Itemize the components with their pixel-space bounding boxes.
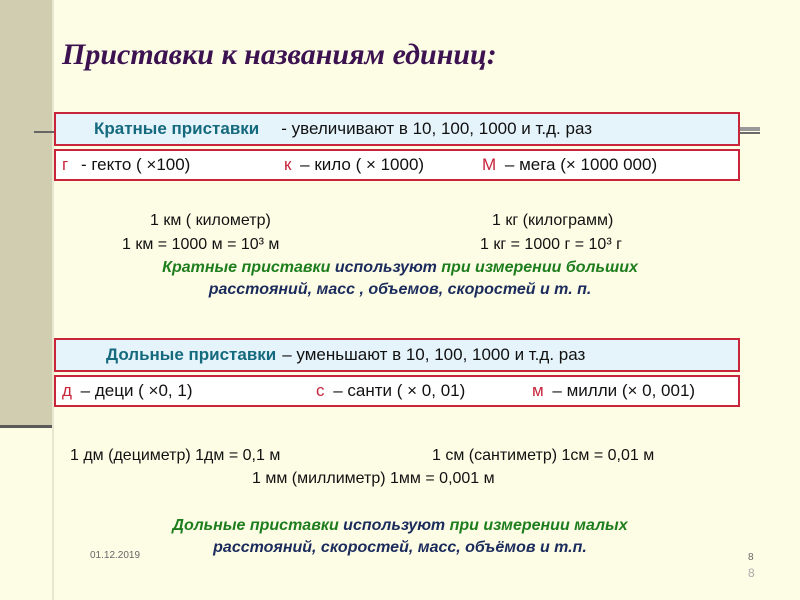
decorative-rule-right [740,127,760,131]
usage-continuation: расстояний, масс , объемов, скоростей и т. п. [208,281,592,298]
slide-number-ghost: 8 [748,566,755,580]
example-kg-name: 1 кг (килограмм) [492,212,614,229]
usage-term: Кратные приставки [162,259,331,276]
prefix-item-milli [532,381,695,401]
prefix-text: – деци ( ×0, 1) [80,381,193,400]
example-mm: 1 мм (миллиметр) 1мм = 0,001 м [252,470,495,487]
prefix-symbol: д [62,381,72,400]
prefix-item-centi [316,381,465,401]
footer-date: 01.12.2019 [90,550,141,561]
prefix-text: – кило ( × 1000) [300,155,425,174]
example-km-equation: 1 км = 1000 м = 10³ м [122,236,280,253]
example-kg-equation: 1 кг = 1000 г = 10³ г [480,236,622,253]
prefix-symbol: м [532,381,544,400]
usage-context: при измерении больших [441,259,638,276]
submultiple-prefixes-label: Дольные приставки [106,345,277,364]
prefix-text: – санти ( × 0, 01) [333,381,466,400]
sidebar-rule [0,425,52,428]
slide-title: Приставки к названиям единиц: [62,38,497,71]
prefix-item-mega [482,155,657,175]
prefix-text: – мега (× 1000 000) [504,155,658,174]
multiple-prefixes-label: Кратные приставки [94,119,260,138]
prefix-text: – милли (× 0, 001) [552,381,696,400]
prefix-item-deci [62,381,193,401]
multiple-prefixes-list [54,149,740,181]
usage-term: Дольные приставки [172,517,339,534]
prefix-symbol: с [316,381,325,400]
multiple-prefixes-description: - увеличивают в 10, 100, 1000 и т.д. раз [281,119,593,138]
decorative-rule-right-lower [740,132,760,134]
sidebar-panel [0,0,52,426]
submultiple-prefixes-list [54,375,740,407]
usage-context: при измерении малых [449,517,628,534]
prefix-symbol: г [62,155,69,174]
submultiple-prefixes-header [54,338,740,372]
prefix-item-kilo [284,155,424,175]
submultiple-prefixes-description: – уменьшают в 10, 100, 1000 и т.д. раз [282,345,586,364]
example-km-name: 1 км ( километр) [150,212,271,229]
multiple-usage-text [0,257,800,301]
prefix-item-hecto [62,155,190,175]
decorative-rule-left [34,131,56,133]
usage-verb: используют [338,517,450,534]
prefix-symbol: к [284,155,292,174]
example-cm: 1 см (сантиметр) 1см = 0,01 м [432,447,655,464]
prefix-symbol: М [482,155,497,174]
prefix-text: - гекто ( ×100) [80,155,191,174]
slide-number: 8 [748,552,754,563]
usage-continuation: расстояний, скоростей, масс, объёмов и т.п. [213,539,587,556]
example-dm: 1 дм (дециметр) 1дм = 0,1 м [70,447,281,464]
usage-verb: используют [330,259,442,276]
multiple-prefixes-header [54,112,740,146]
